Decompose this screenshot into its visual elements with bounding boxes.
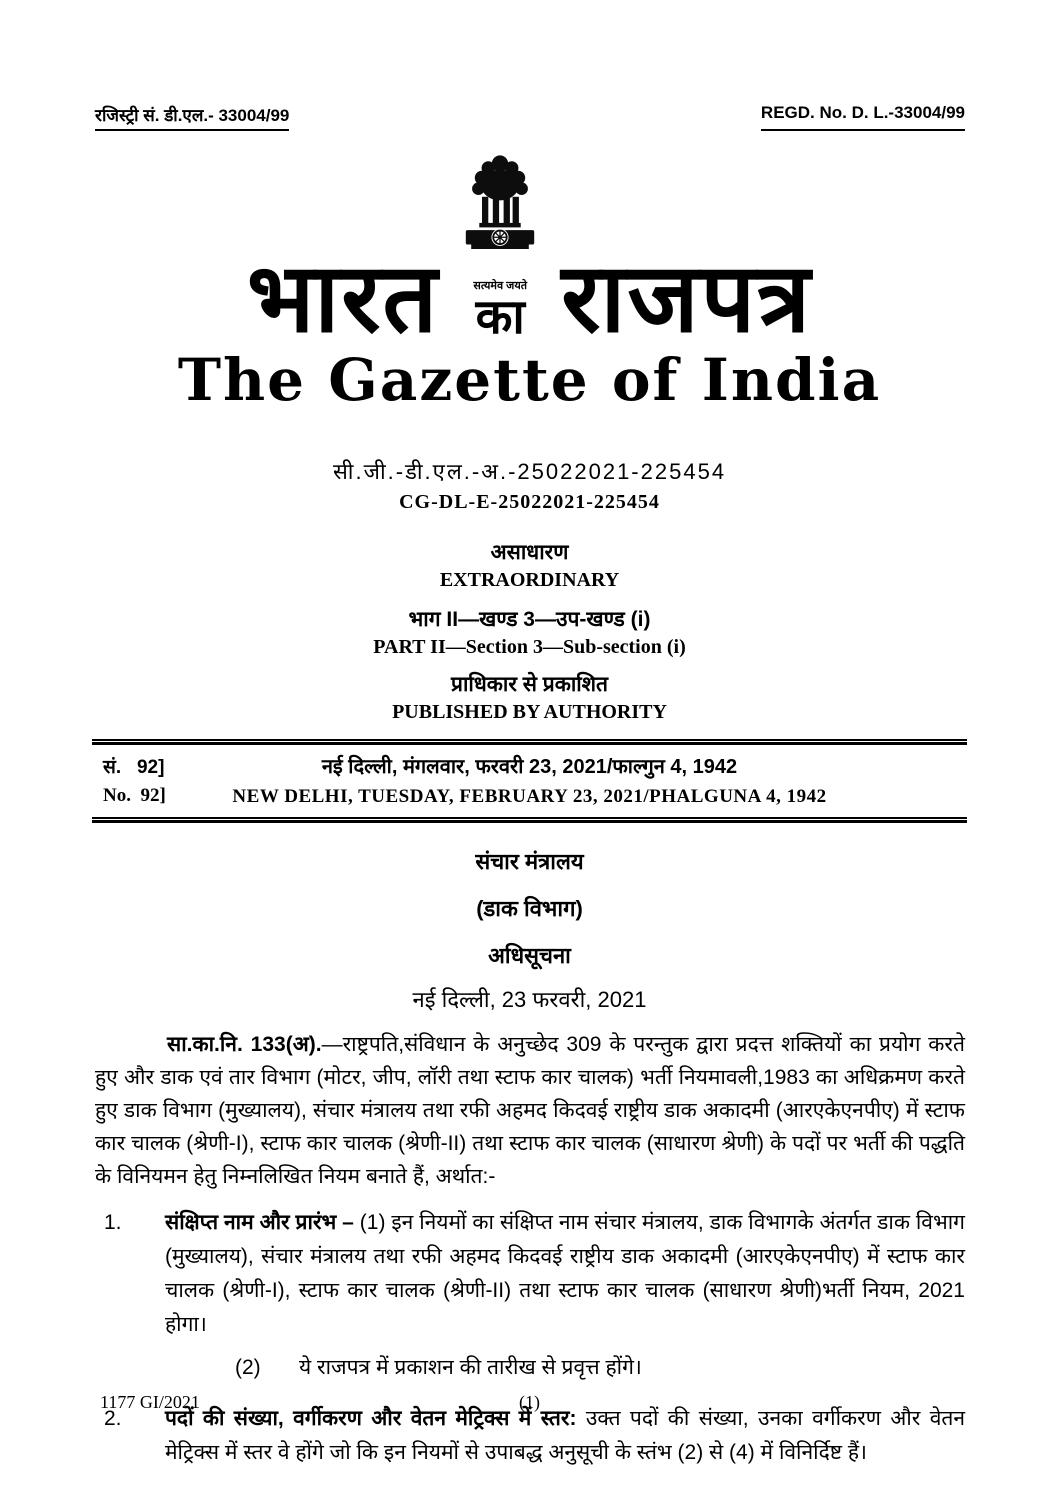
registry-number-english: REGD. No. D. L.-33004/99 bbox=[761, 103, 965, 131]
emblem-motto-text: सत्यमेव जयते bbox=[473, 280, 527, 292]
rule-1-subrule-2 bbox=[235, 1351, 965, 1385]
issue-date-block bbox=[95, 752, 964, 808]
notification-type: अधिसूचना bbox=[488, 943, 571, 969]
rule-2-heading: पदों की संख्या, वर्गीकरण और वेतन मेट्रिक्स में स्तर: bbox=[165, 1407, 586, 1431]
masthead-title-english: The Gazette of India bbox=[177, 346, 882, 415]
authority-label-english: PUBLISHED BY AUTHORITY bbox=[392, 701, 667, 724]
extraordinary-label-hindi: असाधारण bbox=[490, 541, 569, 565]
part-section-label-hindi: भाग II—खण्ड 3—उप-खण्ड (i) bbox=[408, 608, 651, 632]
ashoka-lion-capital-emblem-icon bbox=[455, 149, 545, 277]
issue-number-hindi: सं. 92] bbox=[103, 757, 165, 779]
rule-2-number: 2. bbox=[104, 1407, 122, 1431]
print-code: 1177 GI/2021 bbox=[100, 1392, 200, 1412]
masthead-title-hindi-middle: का bbox=[475, 291, 525, 344]
issue-number-block bbox=[103, 753, 166, 807]
part-section-label-english: PART II—Section 3—Sub-section (i) bbox=[373, 636, 686, 659]
registry-number-hindi: रजिस्ट्री सं. डी.एल.- 33004/99 bbox=[95, 103, 289, 131]
rules-list bbox=[95, 1206, 965, 1470]
ministry-name: संचार मंत्रालय bbox=[475, 849, 584, 875]
gazette-code-block bbox=[0, 456, 1059, 514]
ministry-heading-block bbox=[0, 846, 1059, 1014]
extraordinary-label-english: EXTRAORDINARY bbox=[439, 569, 620, 592]
masthead-center bbox=[455, 149, 545, 343]
masthead bbox=[0, 149, 1059, 353]
rule-2-text: उक्त पदों की संख्या, उनका वर्गीकरण और वेतन मेट्रिक्स में स्तर वे होंगे जो कि इन नियमों से उपाबद्ध अनुसूची के स्तंभ (2) से (4) में विनिर्दिष्ट हैं। bbox=[165, 1407, 965, 1465]
gazette-code-english: CG-DL-E-25022021-225454 bbox=[399, 491, 660, 514]
page-number: (1) bbox=[519, 1392, 540, 1412]
masthead-title-hindi-left: भारत bbox=[246, 245, 440, 353]
gsr-number: सा.का.नि. 133(अ). bbox=[167, 1033, 322, 1057]
subrule-number: (2) bbox=[235, 1356, 261, 1380]
gazette-code-hindi: सी.जी.-डी.एल.-अ.-25022021-225454 bbox=[332, 459, 727, 485]
authority-label-hindi: प्राधिकार से प्रकाशित bbox=[451, 673, 608, 697]
horizontal-double-rule bbox=[92, 817, 967, 823]
notification-paragraph-text: —राष्ट्रपति,संविधान के अनुच्छेद 309 के परन्तुक द्वारा प्रदत्त शक्तियों का प्रयोग करते हुए और डाक एवं तार विभाग (मोटर, जीप, लॉरी तथा स्टाफ कार चालक) भर्ती नियमावली,1983 का अधिक्रमण करते हुए डाक विभाग (मुख्यालय), संचार मंत्रालय तथा रफी अहमद किदवई राष्ट्रीय डाक अकादमी (आरएकेएनपीए) में स्टाफ कार चालक (श्रेणी-I), स्टाफ कार चालक (श्रेणी-II) तथा स्टाफ कार चालक (साधारण श्रेणी) के पदों पर भर्ती की पद्धति के विनियमन हेतु निम्नलिखित नियम बनाते हैं, अर्थात:- bbox=[95, 1033, 965, 1189]
registry-row bbox=[0, 103, 1059, 131]
rule-item-1 bbox=[95, 1206, 965, 1342]
issue-date-english: NEW DELHI, TUESDAY, FEBRUARY 23, 2021/PHALGUNA 4, 1942 bbox=[232, 786, 827, 808]
department-name: (डाक विभाग) bbox=[476, 896, 583, 922]
masthead-title-hindi-right: राजपत्र bbox=[561, 245, 813, 353]
issue-number-english: No. 92] bbox=[103, 785, 166, 807]
rule-1-text: (1) इन नियमों का संक्षिप्त नाम संचार मंत्रालय, डाक विभागके अंतर्गत डाक विभाग (मुख्यालय), संचार मंत्रालय तथा रफी अहमद किदवई राष्ट्रीय डाक अकादमी (आरएकेएनपीए) में स्टाफ कार चालक (श्रेणी-I), स्टाफ कार चालक (श्रेणी-II) तथा स्टाफ कार चालक (साधारण श्रेणी)भर्ती नियम, 2021 होगा। bbox=[165, 1211, 965, 1337]
subrule-text: ये राजपत्र में प्रकाशन की तारीख से प्रवृत्त होंगे। bbox=[299, 1356, 642, 1380]
rule-1-number: 1. bbox=[104, 1211, 122, 1235]
issue-date-row bbox=[0, 745, 1059, 817]
rule-1-heading: संक्षिप्त नाम और प्रारंभ – bbox=[165, 1211, 360, 1235]
notification-paragraph bbox=[95, 1028, 965, 1193]
edition-block bbox=[0, 538, 1059, 724]
notification-place-date: नई दिल्ली, 23 फरवरी, 2021 bbox=[412, 987, 647, 1013]
issue-date-hindi: नई दिल्ली, मंगलवार, फरवरी 23, 2021/फाल्गुन 4, 1942 bbox=[321, 756, 738, 779]
